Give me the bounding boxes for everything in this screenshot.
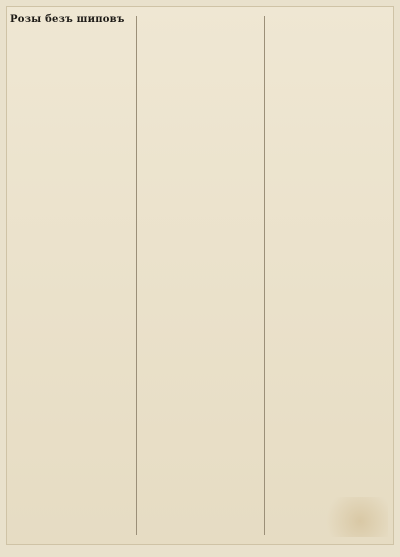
catalog-column-3 [266,12,390,539]
column-divider [264,16,265,535]
catalog-column-1 [10,12,134,539]
page-title: Розы безъ шиповъ [10,14,125,25]
document-page [6,6,394,545]
catalog-column-2 [138,12,262,539]
column-divider [136,16,137,535]
